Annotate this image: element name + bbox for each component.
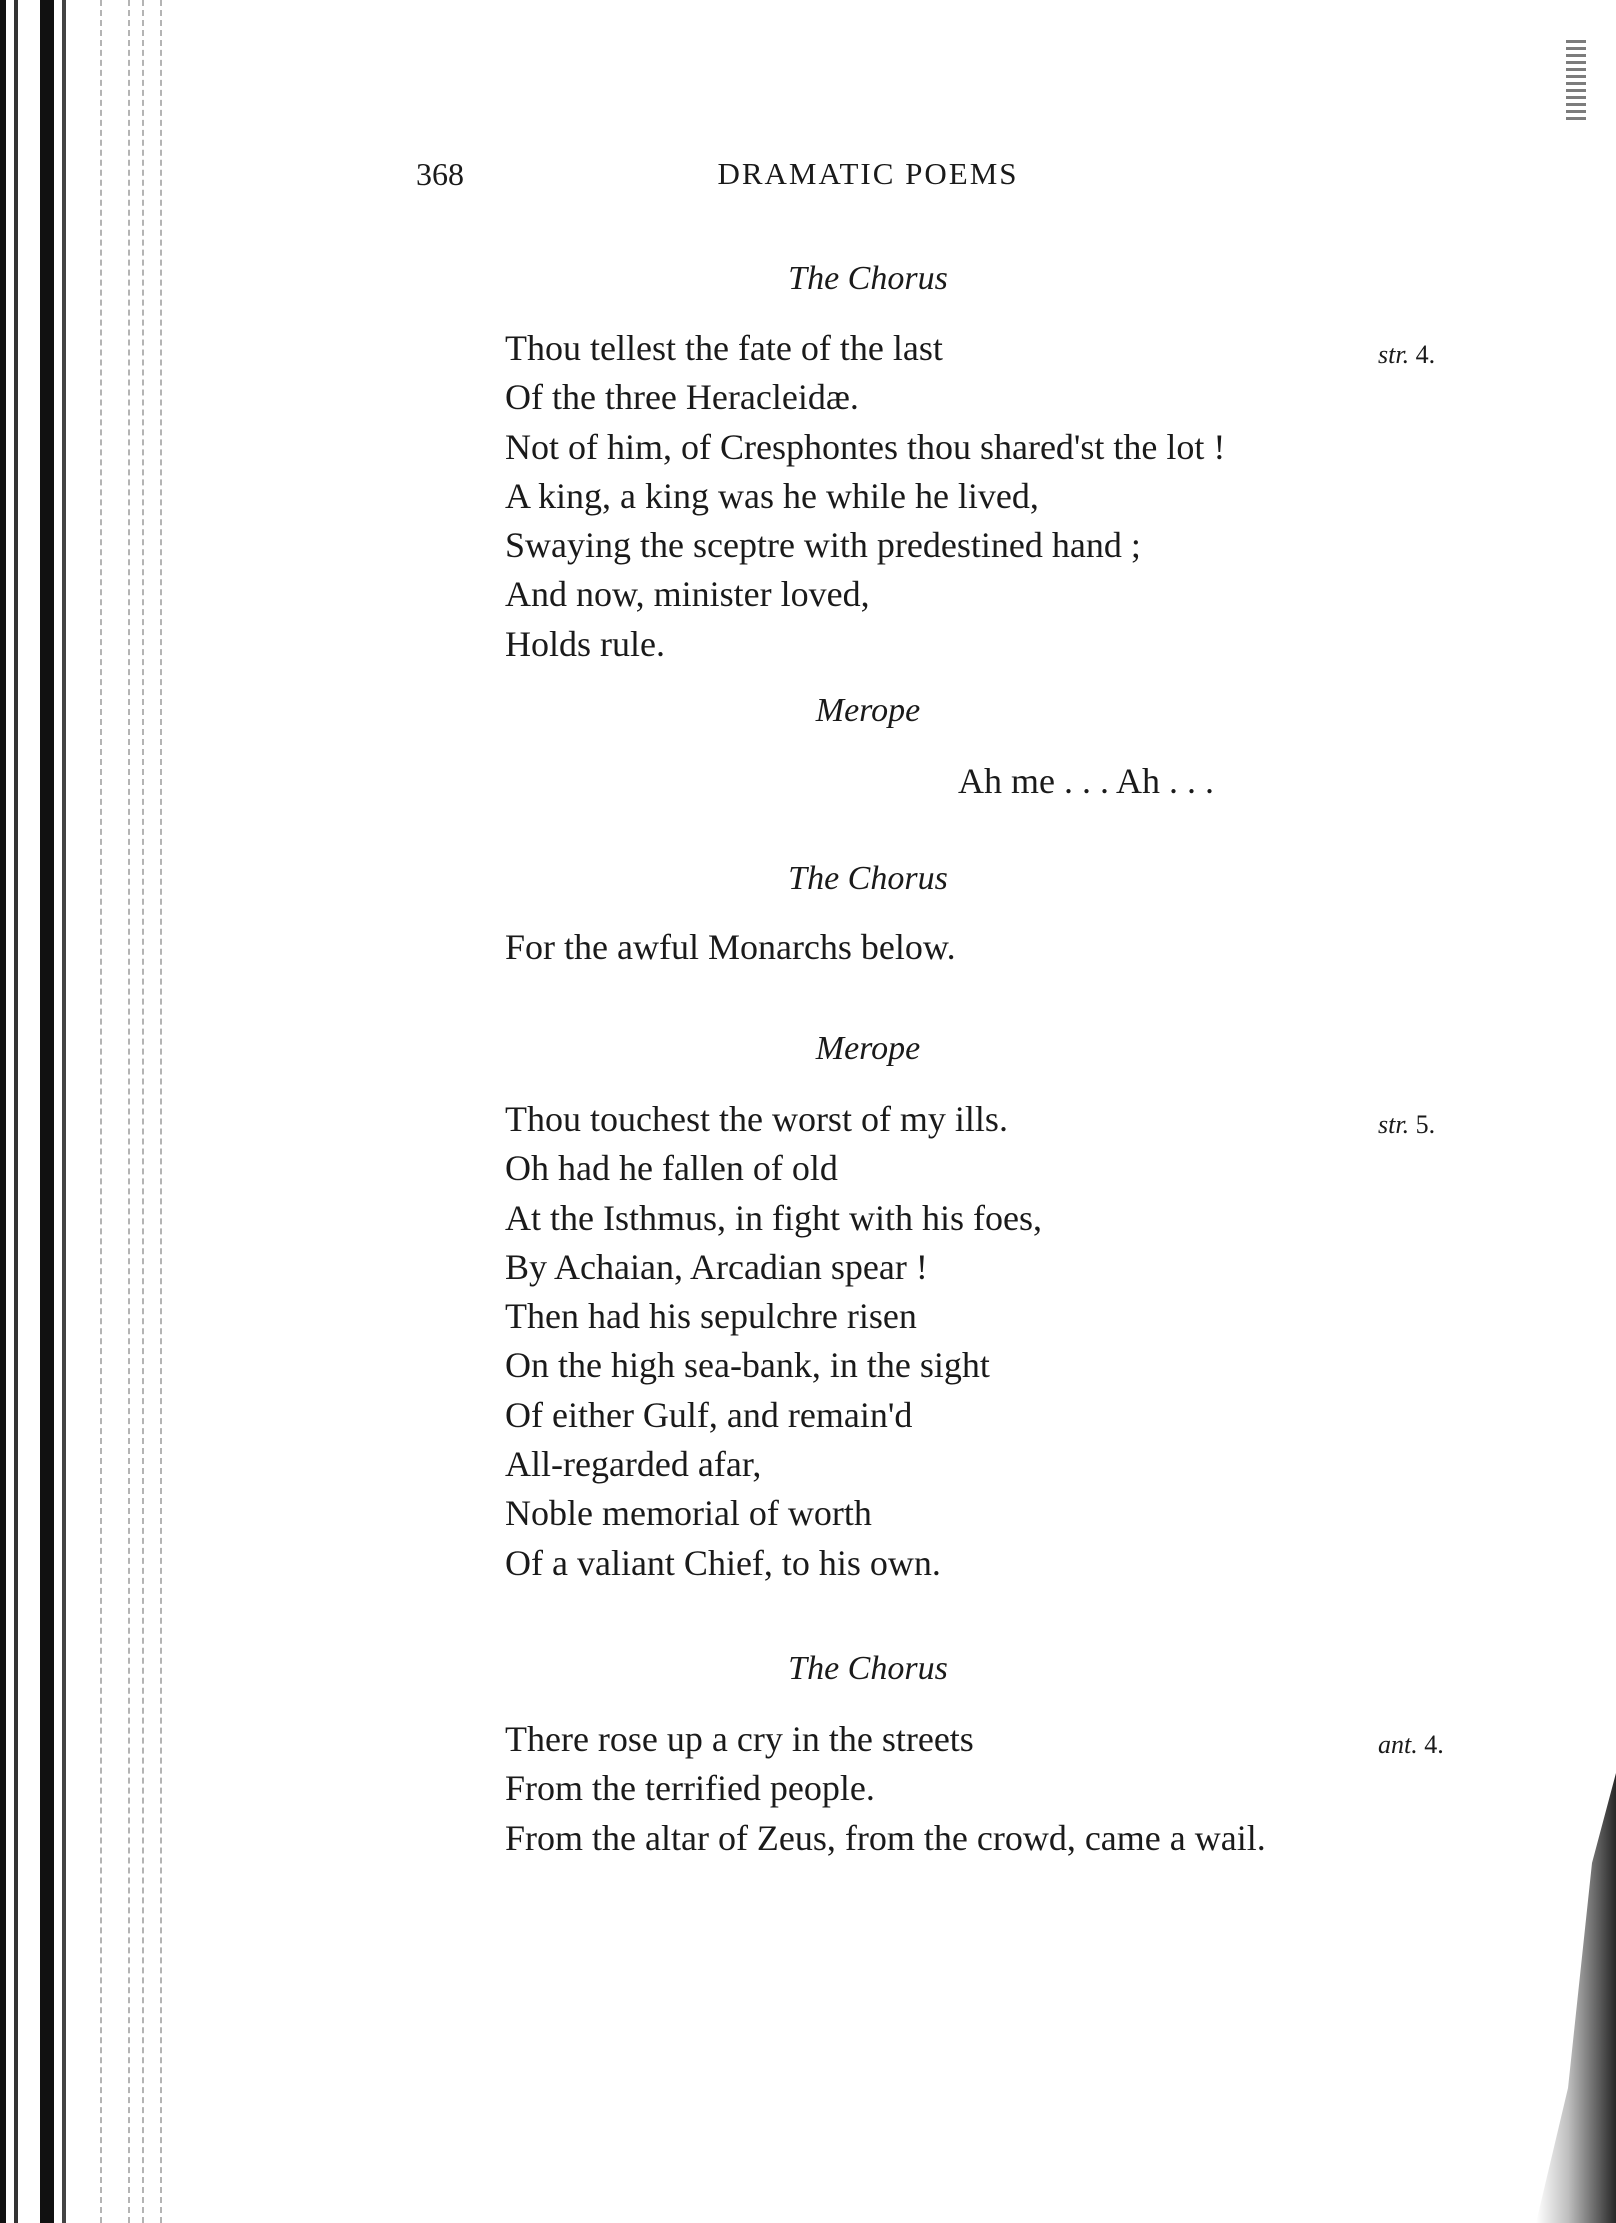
stanza-note-label: ant.: [1378, 1730, 1418, 1759]
verse-line: At the Isthmus, in fight with his foes,: [505, 1197, 1042, 1238]
gutter-dash: [128, 0, 130, 2223]
verse-line: There rose up a cry in the streets: [505, 1719, 974, 1759]
gutter-dash: [100, 0, 102, 2223]
verse-block: [505, 923, 1485, 972]
scan-mark-top-right: [1566, 40, 1586, 120]
page-number: 368: [416, 156, 464, 192]
speaker-heading: Merope: [815, 1030, 921, 1067]
gutter-spine: [40, 0, 54, 2223]
verse-line: Thou tellest the fate of the last: [505, 328, 943, 368]
running-head: DRAMATIC POEMS: [717, 156, 1019, 191]
verse-block: [505, 1715, 1485, 1863]
verse-line: By Achaian, Arcadian spear !: [505, 1246, 928, 1287]
stanza-note-number: 4.: [1415, 340, 1436, 369]
gutter-line: [14, 0, 18, 2223]
verse-block: [505, 1095, 1485, 1588]
gutter-edge: [0, 0, 6, 2223]
verse-line: For the awful Monarchs below.: [505, 927, 956, 967]
speaker-heading: The Chorus: [788, 1650, 948, 1687]
gutter-line: [62, 0, 66, 2223]
verse-line: From the terrified people.: [505, 1768, 875, 1809]
verse-line: Of either Gulf, and remain'd: [505, 1394, 913, 1435]
stanza-note-label: str.: [1378, 340, 1410, 369]
verse-line: Then had his sepulchre risen: [505, 1296, 917, 1337]
verse-line: All-regarded afar,: [505, 1444, 762, 1485]
verse-line: Thou touchest the worst of my ills.: [505, 1099, 1008, 1139]
stanza-note-number: 4.: [1424, 1730, 1444, 1759]
verse-block: [505, 324, 1485, 669]
verse-line: Swaying the sceptre with predestined hand ;: [505, 525, 1141, 566]
verse-line: On the high sea-bank, in the sight: [505, 1345, 990, 1386]
gutter-dash: [160, 0, 162, 2223]
stanza-note-number: 5.: [1415, 1110, 1436, 1139]
binding-gutter: [0, 0, 200, 2223]
verse-line: Holds rule.: [505, 623, 665, 664]
stanza-note-label: str.: [1378, 1110, 1410, 1139]
verse-line: Oh had he fallen of old: [505, 1148, 838, 1189]
verse-line: Not of him, of Cresphontes thou shared'st the lot !: [505, 426, 1226, 467]
speaker-heading: Merope: [815, 692, 921, 729]
verse-line: From the altar of Zeus, from the crowd, came a wail.: [505, 1817, 1266, 1858]
verse-line: Of the three Heracleidæ.: [505, 377, 859, 418]
gutter-dash: [142, 0, 144, 2223]
scan-shadow-bottom-right: [1536, 1773, 1616, 2223]
verse-line: Ah me . . . Ah . . .: [958, 761, 1214, 801]
speaker-heading: The Chorus: [788, 260, 948, 297]
verse-line: A king, a king was he while he lived,: [505, 475, 1039, 516]
speaker-heading: The Chorus: [788, 860, 948, 897]
verse-line: Noble memorial of worth: [505, 1493, 872, 1534]
verse-line: Of a valiant Chief, to his own.: [505, 1542, 941, 1583]
verse-line: And now, minister loved,: [505, 574, 870, 615]
